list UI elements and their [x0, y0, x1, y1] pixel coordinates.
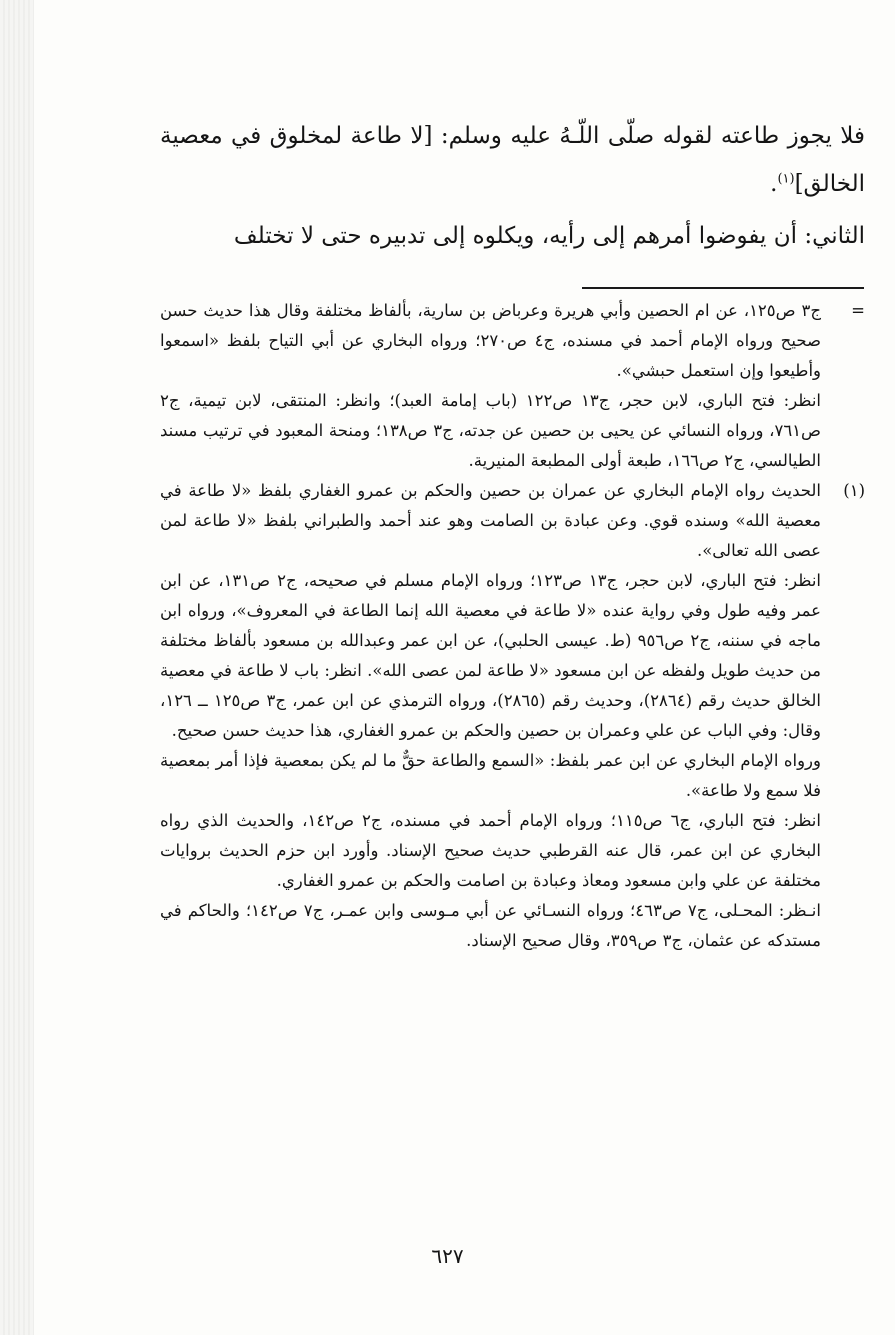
footnote-1 [160, 476, 865, 956]
footnote-continued-body [160, 296, 821, 476]
main-paragraph-2: الثاني: أن يفوضوا أمرهم إلى رأيه، ويكلوه إلى تدبيره حتى لا تختلف [233, 223, 865, 249]
footnote-continued-mark: = [851, 301, 865, 320]
footnote-continued [160, 296, 865, 476]
footnote-paragraph: انـظر: المحـلى، ج٧ ص٤٦٣؛ ورواه النسـائي عن أبي مـوسى وابن عمـر، ج٧ ص١٤٢؛ والحاكم في مستدكه عن عثمان، ج٣ ص٣٥٩، وقال صحيح الإسناد. [160, 901, 821, 950]
footnote-paragraph: ج٣ ص١٢٥، عن ام الحصين وأبي هريرة وعرباض بن سارية، بألفاظ مختلفة وقال هذا حديث حسن صحيح ورواه الإمام أحمد في مسنده، ج٤ ص٢٧٠؛ ورواه البخاري عن أبي التياح بلفظ «اسمعوا وأطيعوا وإن استعمل حبشي». [160, 301, 821, 380]
binding-shadow [0, 0, 34, 1335]
footnote-paragraph: ورواه الإمام البخاري عن ابن عمر بلفظ: «السمع والطاعة حقٌّ ما لم يكن بمعصية فإذا أمر بمعصية فلا سمع ولا طاعة». [160, 751, 821, 800]
footnote-paragraph: انظر: فتح الباري، لابن حجر، ج١٣ ص١٢٢ (باب إمامة العبد)؛ وانظر: المنتقى، لابن تيمية، ج٢ ص٧٦١، ورواه النسائي عن يحيى بن حصين عن جدته، ج٣ ص١٣٨؛ ومنحة المعبود في ترتيب مسند الطيالسي، ج٢ ص١٦٦، طبعة أولى المطبعة المنيرية. [160, 391, 822, 470]
main-text [160, 112, 865, 260]
main-paragraph-1-end: . [770, 171, 778, 197]
footnote-1-mark: (١) [843, 481, 865, 500]
footnote-separator [582, 287, 864, 289]
footnote-1-body [160, 476, 821, 956]
footnotes [160, 296, 865, 956]
main-paragraph-1-text: فلا يجوز طاعته لقوله صلّى اللّـهُ عليه وسلم: [لا طاعة لمخلوق في معصية الخالق] [160, 123, 865, 197]
footnote-paragraph: انظر: فتح الباري، ج٦ ص١١٥؛ ورواه الإمام أحمد في مسنده، ج٢ ص١٤٢، والحديث الذي رواه البخاري عن ابن عمر، قال عنه القرطبي حديث صحيح الإسناد. وأورد ابن حزم الحديث بروايات مختلفة عن علي وابن مسعود ومعاذ وعبادة بن اصامت والحكم بن عمرو الغفاري. [160, 811, 821, 890]
footnote-paragraph: انظر: فتح الباري، لابن حجر، ج١٣ ص١٢٣؛ ورواه الإمام مسلم في صحيحه، ج٢ ص١٣١، عن ابن عمر وفيه طول وفي رواية عنده «لا طاعة في معصية الله إنما الطاعة في المعروف»، ورواه ابن ماجه في سننه، ج٢ ص٩٥٦ (ط. عيسى الحلبي)، عن ابن عمر وعبدالله بن مسعود بألفاظ مختلفة من حديث طويل ولفظه عن ابن مسعود «لا طاعة لمن عصى الله». انظر: باب لا طاعة في معصية الخالق حديث رقم (٢٨٦٤)، وحديث رقم (٢٨٦٥)، ورواه الترمذي عن ابن عمر، ج٣ ص١٢٥ ــ ١٢٦، وقال: وفي الباب عن علي وعمران بن حصين والحكم بن عمرو الغفاري، هذا حديث حسن صحيح. [160, 571, 821, 740]
footnote-ref-1: (١) [777, 171, 795, 187]
page-number: ٦٢٧ [431, 1244, 464, 1268]
footnote-paragraph: الحديث رواه الإمام البخاري عن عمران بن حصين والحكم بن عمرو الغفاري بلفظ «لا طاعة في معصية الله» وسنده قوي. وعن عبادة بن الصامت وهو عند أحمد والطبراني بلفظ «لا طاعة لمن عصى الله تعالى». [160, 481, 821, 560]
main-paragraph-1 [160, 112, 865, 208]
